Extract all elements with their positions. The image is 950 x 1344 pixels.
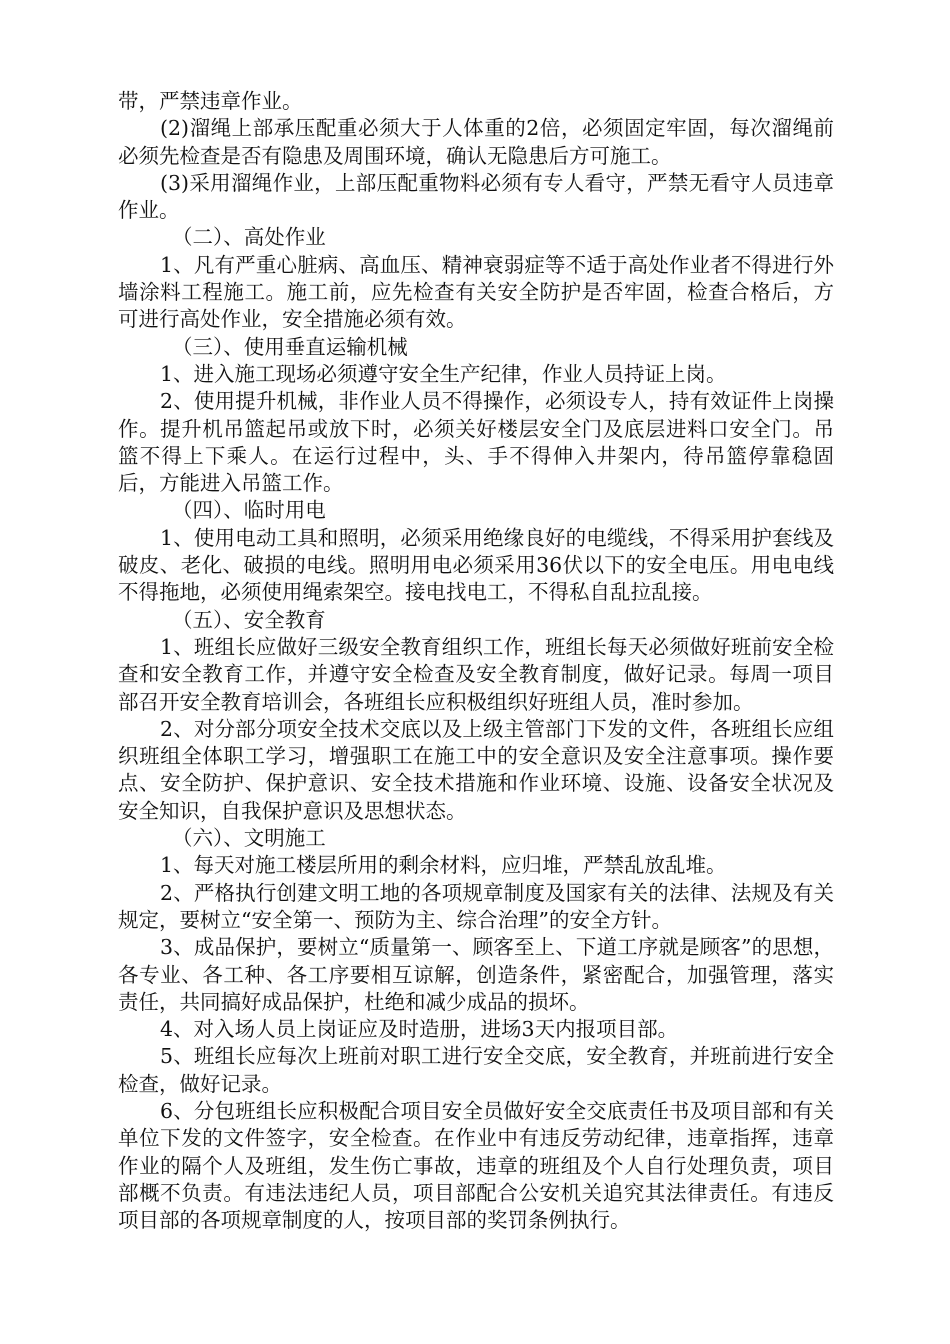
paragraph: 5、班组长应每次上班前对职工进行安全交底，安全教育，并班前进行安全检查，做好记录。 bbox=[118, 1044, 834, 1096]
paragraph: 2、严格执行创建文明工地的各项规章制度及国家有关的法律、法规及有关规定，要树立“安全第一、预防为主、综合治理”的安全方针。 bbox=[118, 880, 834, 932]
section-heading: （二）、高处作业 bbox=[172, 225, 326, 250]
paragraph: 3、成品保护，要树立“质量第一、顾客至上、下道工序就是顾客”的思想，各专业、各工种、各工序要相互谅解，创造条件，紧密配合，加强管理，落实责任，共同搞好成品保护，杜绝和减少成品的损坏。 bbox=[118, 935, 834, 1014]
section-heading: （六）、文明施工 bbox=[172, 826, 326, 851]
paragraph: (3)采用溜绳作业，上部压配重物料必须有专人看守，严禁无看守人员违章作业。 bbox=[118, 170, 834, 223]
paragraph: 1、使用电动工具和照明，必须采用绝缘良好的电缆线，不得采用护套线及破皮、老化、破损的电线。照明用电必须采用36伏以下的安全电压。用电电线不得拖地，必须使用绳索架空。接电找电工，不得私自乱拉乱接。 bbox=[118, 525, 834, 605]
section-heading: （五）、安全教育 bbox=[172, 607, 326, 632]
paragraph: 4、对入场人员上岗证应及时造册，进场3天内报项目部。 bbox=[160, 1017, 679, 1042]
paragraph: 2、对分部分项安全技术交底以及上级主管部门下发的文件，各班组长应组织班组全体职工学习，增强职工在施工中的安全意识及安全注意事项。操作要点、安全防护、保护意识、安全技术措施和作业环境、设施、设备安全状况及安全知识，自我保护意识及思想状态。 bbox=[118, 716, 834, 823]
paragraph: 1、凡有严重心脏病、高血压、精神衰弱症等不适于高处作业者不得进行外墙涂料工程施工。施工前，应先检查有关安全防护是否牢固，检查合格后，方可进行高处作业，安全措施必须有效。 bbox=[118, 252, 834, 332]
paragraph: (2)溜绳上部承压配重必须大于人体重的2倍，必须固定牢固，每次溜绳前必须先检查是否有隐患及周围环境，确认无隐患后方可施工。 bbox=[118, 116, 834, 168]
paragraph: 6、分包班组长应积极配合项目安全员做好安全交底责任书及项目部和有关单位下发的文件签字，安全检查。在作业中有违反劳动纪律，违章指挥，违章作业的隔个人及班组，发生伤亡事故，违章的班组及个人自行处理负责，项目部概不负责。有违法违纪人员，项目部配合公安机关追究其法律责任。有违反项目部的各项规章制度的人，按项目部的奖罚条例执行。 bbox=[118, 1098, 834, 1233]
paragraph: 1、进入施工现场必须遵守安全生产纪律，作业人员持证上岗。 bbox=[160, 361, 727, 386]
paragraph: 1、每天对施工楼层所用的剩余材料，应归堆，严禁乱放乱堆。 bbox=[160, 853, 727, 878]
section-heading: （三）、使用垂直运输机械 bbox=[172, 334, 408, 359]
paragraph: 2、使用提升机械，非作业人员不得操作，必须设专人，持有效证件上岗操作。提升机吊篮起吊或放下时，必须关好楼层安全门及底层进料口安全门。吊篮不得上下乘人。在运行过程中，头、手不得伸入井架内，待吊篮停靠稳固后，方能进入吊篮工作。 bbox=[118, 389, 834, 496]
document-page bbox=[118, 88, 834, 1234]
section-heading: （四）、临时用电 bbox=[172, 498, 326, 523]
paragraph: 1、班组长应做好三级安全教育组织工作，班组长每天必须做好班前安全检查和安全教育工作，并遵守安全检查及安全教育制度，做好记录。每周一项目部召开安全教育培训会，各班组长应积极组织好班组人员，准时参加。 bbox=[118, 634, 834, 714]
paragraph-continuation: 带，严禁违章作业。 bbox=[118, 89, 303, 113]
